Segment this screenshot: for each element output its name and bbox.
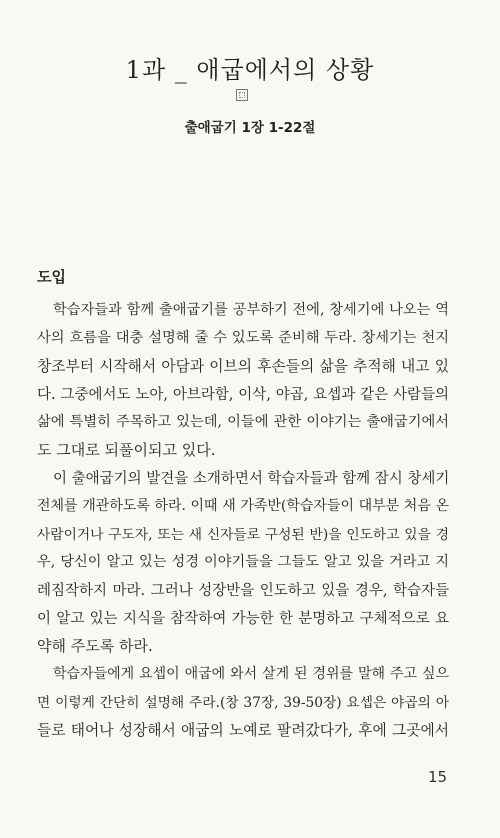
body-line: 창조부터 시작해서 아담과 이브의 후손들의 삶을 추적해 내고 있 xyxy=(37,358,449,375)
body-line: 우, 당신이 알고 있는 성경 이야기들을 그들도 알고 있을 거라고 지 xyxy=(37,554,449,570)
body-line: 이 출애굽기의 발견을 소개하면서 학습자들과 함께 잠시 창세기 xyxy=(53,471,450,487)
body-line: 학습자들에게 요셉이 애굽에 와서 살게 된 경위를 말해 주고 싶으 xyxy=(53,666,449,682)
body-line: 삶에 특별히 주목하고 있는데, 이들에 관한 이야기는 출애굽기에서 xyxy=(37,414,449,430)
body-line: 다. 그중에서도 노아, 아브라함, 이삭, 야곱, 요셉과 같은 사람들의 xyxy=(37,387,449,403)
body-line: 학습자들과 함께 출애굽기를 공부하기 전에, 창세기에 나오는 역 xyxy=(53,302,449,318)
body-line: 전체를 개관하도록 하라. 이때 새 가족반(학습자들이 대부분 처음 온 xyxy=(37,498,449,514)
section-heading: 도입 xyxy=(37,268,66,286)
body-line: 면 이렇게 간단히 설명해 주라.(창 37장, 39-50장) 요셉은 야곱의 아 xyxy=(37,695,449,711)
body-line: 들로 태어나 성장해서 애굽의 노예로 팔려갔다가, 후에 그곳에서 xyxy=(37,722,449,739)
scripture-reference: 출애굽기 1장 1-22절 xyxy=(184,120,316,136)
body-line: 도 그대로 되풀이되고 있다. xyxy=(37,441,216,459)
page-number: 15 xyxy=(428,768,448,786)
body-line: 약해 주도록 하라. xyxy=(37,637,153,655)
ornament-icon xyxy=(236,89,248,101)
body-line: 레짐작하지 마라. 그러나 성장반을 인도하고 있을 경우, 학습자들 xyxy=(37,583,449,599)
chapter-title: 1과 _ 애굽에서의 상황 xyxy=(125,56,375,84)
body-line: 이 알고 있는 지식을 참작하여 가능한 한 분명하고 구체적으로 요 xyxy=(37,611,449,627)
body-line: 사의 흐름을 대충 설명해 줄 수 있도록 준비해 두라. 창세기는 천지 xyxy=(37,330,449,346)
body-line: 사람이거나 구도자, 또는 새 신자들로 구성된 반)을 인도하고 있을 경 xyxy=(37,527,449,543)
